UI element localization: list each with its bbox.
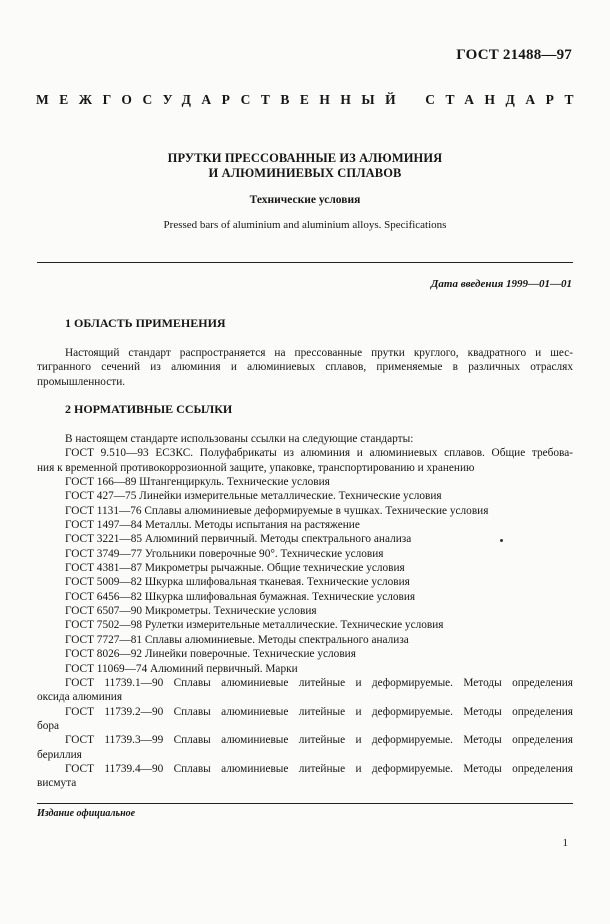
reference-item: ГОСТ 11069—74 Алюминий первичный. Марки xyxy=(65,662,298,675)
reference-item: ГОСТ 3221—85 Алюминий первичный. Методы спектрального анализа xyxy=(65,533,412,546)
reference-item-continuation: оксида алюминия xyxy=(37,691,123,704)
section-1-line-1: Настоящий стандарт распространяется на прессованные прутки круглого, квадратного и шес- xyxy=(65,347,573,359)
standard-kind-header xyxy=(36,92,584,108)
reference-item: ГОСТ 7502—98 Рулетки измерительные металлические. Технические условия xyxy=(65,619,444,632)
reference-item: ГОСТ 3749—77 Угольники поверочные 90°. Технические условия xyxy=(65,547,384,560)
reference-item: ГОСТ 427—75 Линейки измерительные металлические. Технические условия xyxy=(65,490,442,503)
reference-item: ГОСТ 9.510—93 ЕСЗКС. Полуфабрикаты из алюминия и алюминиевых сплавов. Общие требова- xyxy=(65,447,573,460)
section-1-line-3: промышленности. xyxy=(37,375,126,388)
section-1-heading: 1 ОБЛАСТЬ ПРИМЕНЕНИЯ xyxy=(65,316,226,330)
reference-item: ГОСТ 166—89 Штангенциркуль. Технические условия xyxy=(65,476,330,489)
top-divider xyxy=(37,262,573,263)
section-1-line-2: тигранного сечений из алюминия и алюминиевых сплавов, применяемые в различных отраслях xyxy=(37,361,573,374)
section-1-text xyxy=(37,346,573,389)
section-2-heading: 2 НОРМАТИВНЫЕ ССЫЛКИ xyxy=(65,402,233,416)
title-line-2: И АЛЮМИНИЕВЫХ СПЛАВОВ xyxy=(208,166,402,180)
reference-item: ГОСТ 11739.3—99 Сплавы алюминиевые литейные и деформируемые. Методы определения xyxy=(65,734,573,747)
title-line-1: ПРУТКИ ПРЕССОВАННЫЕ ИЗ АЛЮМИНИЯ xyxy=(167,151,443,165)
introduction-date: Дата введения 1999—01—01 xyxy=(430,278,572,290)
document-code: ГОСТ 21488—97 xyxy=(456,47,572,63)
reference-item-continuation: ния к временной противокоррозионной защите, упаковке, транспортированию и хранению xyxy=(37,461,475,474)
reference-item: ГОСТ 4381—87 Микрометры рычажные. Общие технические условия xyxy=(65,562,405,575)
standard-kind-left: МЕЖГОСУДАРСТВЕННЫЙ xyxy=(36,92,407,107)
reference-item: ГОСТ 11739.1—90 Сплавы алюминиевые литейные и деформируемые. Методы определения xyxy=(65,676,573,689)
reference-item: ГОСТ 1131—76 Сплавы алюминиевые деформируемые в чушках. Технические условия xyxy=(65,504,489,517)
title-block xyxy=(0,151,610,231)
reference-item: ГОСТ 5009—82 Шкурка шлифовальная тканевая. Технические условия xyxy=(65,576,410,589)
reference-item: ГОСТ 11739.4—90 Сплавы алюминиевые литейные и деформируемые. Методы определения xyxy=(65,762,573,775)
english-title: Pressed bars of aluminium and aluminium alloys. Specifications xyxy=(163,219,447,231)
references-intro: В настоящем стандарте использованы ссылки на следующие стандарты: xyxy=(65,433,414,445)
reference-item-continuation: висмута xyxy=(37,777,77,790)
reference-item: ГОСТ 1497—84 Металлы. Методы испытания на растяжение xyxy=(65,519,360,532)
reference-item: ГОСТ 6507—90 Микрометры. Технические условия xyxy=(65,605,317,618)
standard-kind-right: СТАНДАРТ xyxy=(425,92,584,107)
print-speck xyxy=(500,539,503,542)
reference-item: ГОСТ 8026—92 Линейки поверочные. Технические условия xyxy=(65,648,356,661)
reference-item-continuation: бора xyxy=(37,719,60,732)
edition-label: Издание официальное xyxy=(37,808,136,819)
reference-item: ГОСТ 7727—81 Сплавы алюминиевые. Методы спектрального анализа xyxy=(65,633,409,646)
reference-item-continuation: бериллия xyxy=(37,748,82,761)
subtitle: Технические условия xyxy=(249,194,361,206)
references-list xyxy=(37,432,573,791)
reference-item: ГОСТ 6456—82 Шкурка шлифовальная бумажная. Технические условия xyxy=(65,590,416,603)
bottom-divider xyxy=(37,803,573,804)
references-items xyxy=(37,446,573,790)
reference-item: ГОСТ 11739.2—90 Сплавы алюминиевые литейные и деформируемые. Методы определения xyxy=(65,705,573,718)
page-number: 1 xyxy=(562,837,568,849)
